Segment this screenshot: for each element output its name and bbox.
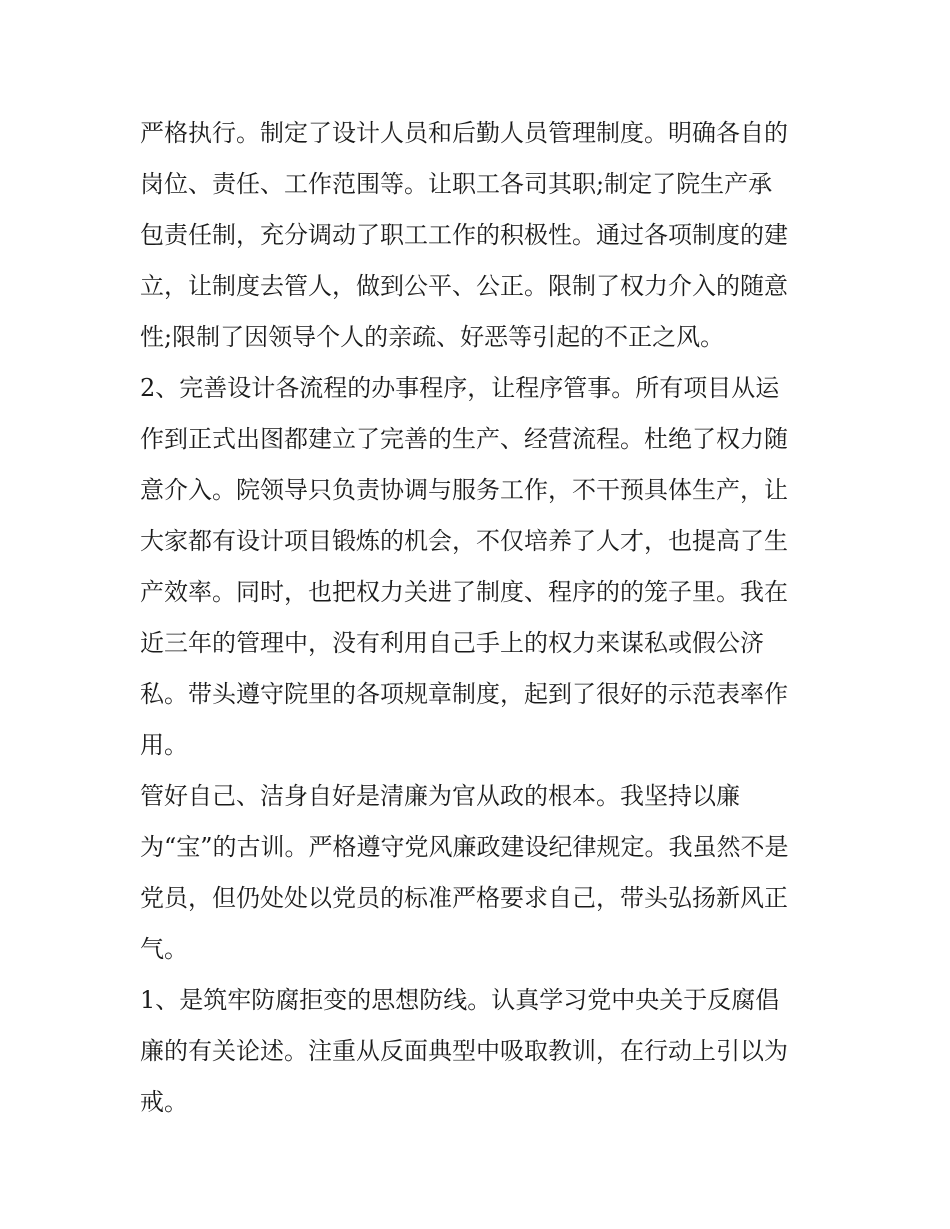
text-line: 性;限制了因领导个人的亲疏、好恶等引起的不正之风。 <box>140 323 725 351</box>
text-line: 1、是筑牢防腐拒变的思想防线。认真学习党中央关于反腐倡 <box>140 986 780 1014</box>
text-line: 岗位、责任、工作范围等。让职工各司其职;制定了院生产承 <box>140 170 773 198</box>
text-line: 管好自己、洁身自好是清廉为官从政的根本。我坚持以廉 <box>140 782 740 810</box>
text-line: 2、完善设计各流程的办事程序，让程序管事。所有项目从运 <box>140 374 780 402</box>
text-line: 严格执行。制定了设计人员和后勤人员管理制度。明确各自的 <box>140 119 788 147</box>
text-line: 戒。 <box>140 1088 188 1116</box>
text-line: 立，让制度去管人，做到公平、公正。限制了权力介入的随意 <box>140 272 788 300</box>
text-line: 为“宝”的古训。严格遵守党风廉政建设纪律规定。我虽然不是 <box>140 833 789 861</box>
text-line: 意介入。院领导只负责协调与服务工作，不干预具体生产，让 <box>140 476 788 504</box>
text-line: 产效率。同时，也把权力关进了制度、程序的的笼子里。我在 <box>140 578 788 606</box>
text-line: 大家都有设计项目锻炼的机会，不仅培养了人才，也提高了生 <box>140 527 788 555</box>
text-line: 党员，但仍处处以党员的标准严格要求自己，带头弘扬新风正 <box>140 884 788 912</box>
text-line: 近三年的管理中，没有利用自己手上的权力来谋私或假公济 <box>140 629 764 657</box>
text-line: 包责任制，充分调动了职工工作的积极性。通过各项制度的建 <box>140 221 788 249</box>
text-line: 作到正式出图都建立了完善的生产、经营流程。杜绝了权力随 <box>140 425 788 453</box>
document-body <box>140 108 820 1128</box>
text-line: 气。 <box>140 935 188 963</box>
text-line: 廉的有关论述。注重从反面典型中吸取教训，在行动上引以为 <box>140 1037 788 1065</box>
text-line: 私。带头遵守院里的各项规章制度，起到了很好的示范表率作 <box>140 680 788 708</box>
text-line: 用。 <box>140 731 188 759</box>
